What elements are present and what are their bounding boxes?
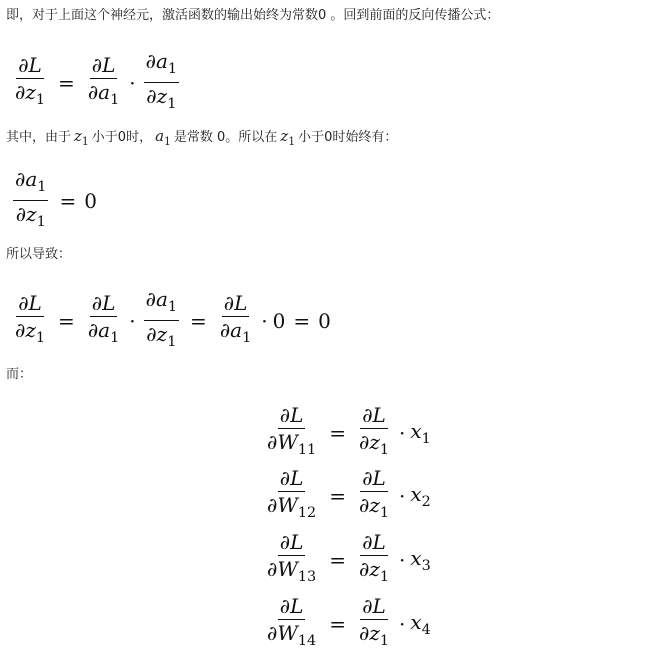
fraction-dL-dW11: $\frac{\partial L}{\partial W_{11}}$ xyxy=(267,403,317,459)
chain-rule-equation: $\frac{\partial L}{\partial z_1}$ = $\frac{\partial L}{\partial a_1}$ · $\frac{\partial a_1}{\partial z_1}$ xyxy=(10,50,182,115)
weight-gradient-w14: $\frac{\partial L}{\partial W_{14}}$ = $\frac{\partial L}{\partial z_1}$ · $x_4$ xyxy=(262,595,431,652)
fraction-dL-dW12: $\frac{\partial L}{\partial W_{12}}$ xyxy=(267,466,317,522)
fraction-dL-dz1: $\frac{\partial L}{\partial z_1}$ xyxy=(15,53,46,109)
fraction-dL-dW13: $\frac{\partial L}{\partial W_{13}}$ xyxy=(267,530,317,586)
zero-derivative-equation: $\frac{\partial a_1}{\partial z_1}$ = 0 xyxy=(10,168,97,233)
weight-gradient-w11: $\frac{\partial L}{\partial W_{11}}$ = $\frac{\partial L}{\partial z_1}$ · $x_1$ xyxy=(262,404,431,461)
and-text: 而： xyxy=(6,367,33,382)
fraction-da1-dz1: $\frac{\partial a_1}{\partial z_1}$ xyxy=(145,49,178,113)
fraction-dL-dz1: $\frac{\partial L}{\partial z_1}$ xyxy=(358,530,390,586)
fraction-dL-dW14: $\frac{\partial L}{\partial W_{14}}$ xyxy=(267,594,317,650)
fraction-da1-dz1: $\frac{\partial a_1}{\partial z_1}$ xyxy=(15,167,47,231)
inline-z1-second: $z_1$ xyxy=(280,127,296,148)
inline-z1: $z_1$ xyxy=(74,127,89,148)
intro-text: 即，对于上面这个神经元，激活函数的输出始终为常数0 。回到前面的反向传播公式： xyxy=(6,8,500,23)
fraction-dL-da1-second: $\frac{\partial L}{\partial a_1}$ xyxy=(219,291,252,347)
gradient-zero-equation: $\frac{\partial L}{\partial z_1}$ = $\frac{\partial L}{\partial a_1}$ · $\frac{\partial a_1}{\partial z_1}$ = $\frac{\partial L}{\partial a_1}$ · 0 = 0 xyxy=(10,288,331,353)
fraction-da1-dz1: $\frac{\partial a_1}{\partial z_1}$ xyxy=(145,287,178,351)
condition-text: 其中，由于 $z_1$ 小于0时， $a_1$ 是常数 0。所以在 $z_1$ 小于0时始终有： xyxy=(6,127,398,148)
therefore-text: 所以导致： xyxy=(6,247,72,262)
fraction-dL-da1: $\frac{\partial L}{\partial a_1}$ xyxy=(87,291,120,347)
fraction-dL-dz1: $\frac{\partial L}{\partial z_1}$ xyxy=(358,594,390,650)
inline-a1: $a_1$ xyxy=(155,127,171,148)
fraction-dL-da1: $\frac{\partial L}{\partial a_1}$ xyxy=(87,53,120,109)
weight-gradient-w13: $\frac{\partial L}{\partial W_{13}}$ = $\frac{\partial L}{\partial z_1}$ · $x_3$ xyxy=(262,531,431,588)
fraction-dL-dz1: $\frac{\partial L}{\partial z_1}$ xyxy=(358,466,390,522)
weight-gradient-w12: $\frac{\partial L}{\partial W_{12}}$ = $\frac{\partial L}{\partial z_1}$ · $x_2$ xyxy=(262,467,431,524)
fraction-dL-dz1: $\frac{\partial L}{\partial z_1}$ xyxy=(15,291,46,347)
fraction-dL-dz1: $\frac{\partial L}{\partial z_1}$ xyxy=(358,403,390,459)
